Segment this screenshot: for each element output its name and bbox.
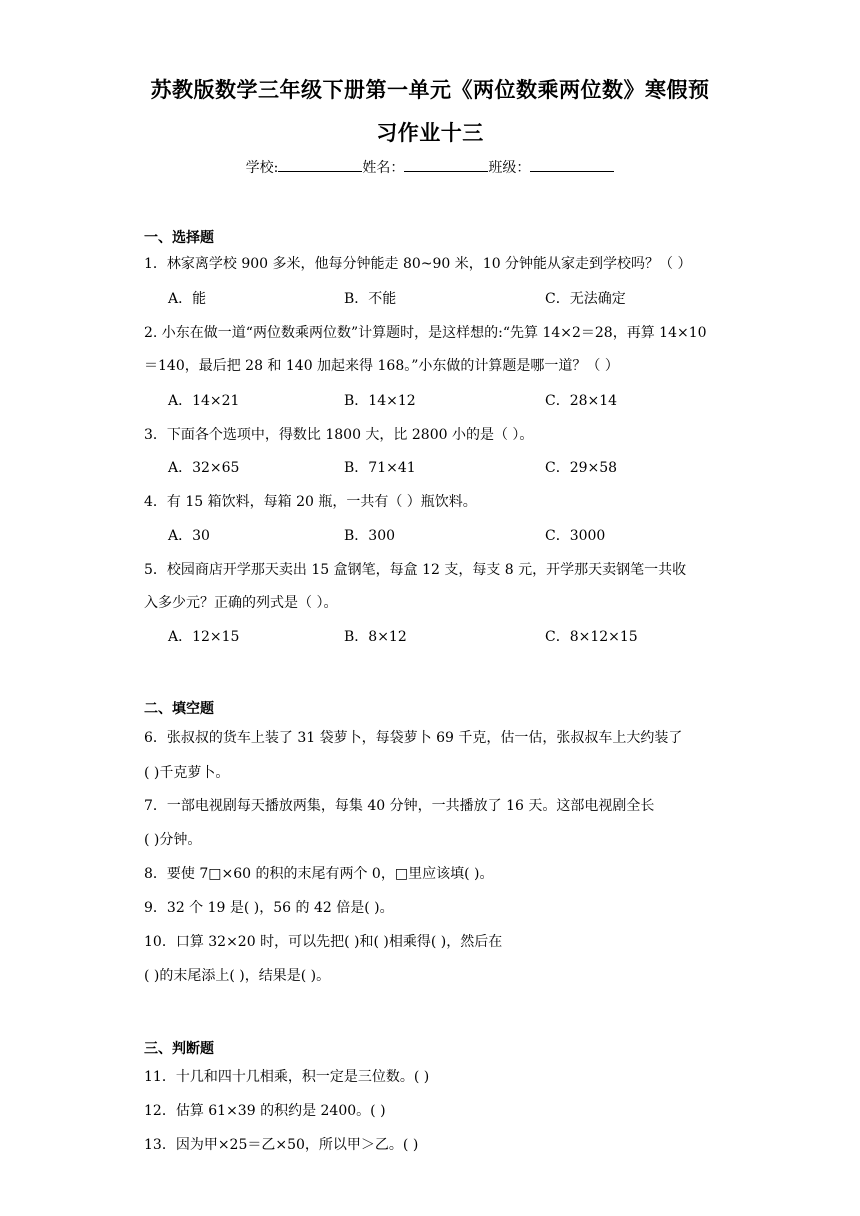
- question-12: 12．估算 61×39 的积约是 2400。( ): [144, 1103, 386, 1119]
- q2-option-b[interactable]: B．14×12: [344, 393, 416, 409]
- q2-option-c[interactable]: C．28×14: [545, 393, 618, 409]
- q2-option-a[interactable]: A．14×21: [168, 393, 240, 409]
- question-9: 9．32 个 19 是( )，56 的 42 倍是( )。: [144, 900, 394, 916]
- q1-option-c[interactable]: C．无法确定: [545, 291, 626, 307]
- school-label: 学校:: [245, 160, 279, 176]
- q5-option-b[interactable]: B．8×12: [344, 629, 407, 645]
- name-blank[interactable]: [404, 159, 488, 172]
- question-10-line-1: 10．口算 32×20 时，可以先把( )和( )相乘得( )，然后在: [144, 934, 503, 950]
- q3-option-a[interactable]: A．32×65: [168, 460, 240, 476]
- q3-option-c[interactable]: C．29×58: [545, 460, 618, 476]
- question-6-line-1: 6．张叔叔的货车上装了 31 袋萝卜，每袋萝卜 69 千克，估一估，张叔叔车上大约装了: [144, 730, 683, 746]
- q1-option-a[interactable]: A．能: [168, 291, 207, 307]
- q1-option-b[interactable]: B．不能: [344, 291, 397, 307]
- name-label: 姓名：: [362, 160, 405, 176]
- q5-option-c[interactable]: C．8×12×15: [545, 629, 638, 645]
- question-1: 1．林家离学校 900 多米，他每分钟能走 80~90 米，10 分钟能从家走到学校吗？（ ）: [144, 256, 692, 272]
- question-4: 4．有 15 箱饮料，每箱 20 瓶，一共有（ ）瓶饮料。: [144, 494, 477, 510]
- q5-option-a[interactable]: A．12×15: [168, 629, 240, 645]
- question-11: 11．十几和四十几相乘，积一定是三位数。( ): [144, 1069, 430, 1085]
- q4-option-a[interactable]: A．30: [168, 528, 210, 544]
- q4-option-c[interactable]: C．3000: [545, 528, 606, 544]
- question-13: 13．因为甲×25＝乙×50，所以甲＞乙。( ): [144, 1137, 419, 1153]
- question-5-line-1: 5．校园商店开学那天卖出 15 盒钢笔，每盒 12 支，每支 8 元，开学那天卖钢笔一共收: [144, 562, 687, 578]
- title-line-1: 苏教版数学三年级下册第一单元《两位数乘两位数》寒假预: [150, 77, 710, 102]
- section-choice-heading: 一、选择题: [144, 230, 214, 246]
- class-blank[interactable]: [530, 159, 614, 172]
- question-7-line-2: ( )分钟。: [144, 832, 202, 848]
- question-7-line-1: 7．一部电视剧每天播放两集，每集 40 分钟，一共播放了 16 天。这部电视剧全长: [144, 798, 655, 814]
- question-10-line-2: ( )的末尾添上( )，结果是( )。: [144, 968, 331, 984]
- question-5-line-2: 入多少元？正确的列式是（ ）。: [144, 595, 338, 611]
- section-fill-heading: 二、填空题: [144, 701, 214, 717]
- question-6-line-2: ( )千克萝卜。: [144, 765, 230, 781]
- section-judge-heading: 三、判断题: [144, 1041, 214, 1057]
- question-8: 8．要使 7□×60 的积的末尾有两个 0，□里应该填( )。: [144, 866, 494, 882]
- q4-option-b[interactable]: B．300: [344, 528, 396, 544]
- student-info-row: [0, 157, 860, 177]
- question-2-line-1: 2. 小东在做一道“两位数乘两位数”计算题时，是这样想的:“先算 14×2＝28，再算 14×10: [144, 325, 707, 341]
- q3-option-b[interactable]: B．71×41: [344, 460, 416, 476]
- title-line-2: 习作业十三: [376, 120, 484, 145]
- question-2-line-2: ＝140，最后把 28 和 140 加起来得 168。”小东做的计算题是哪一道？（ ）: [144, 358, 619, 374]
- class-label: 班级：: [488, 160, 531, 176]
- question-3: 3．下面各个选项中，得数比 1800 大，比 2800 小的是（ ）。: [144, 427, 534, 443]
- school-blank[interactable]: [278, 159, 362, 172]
